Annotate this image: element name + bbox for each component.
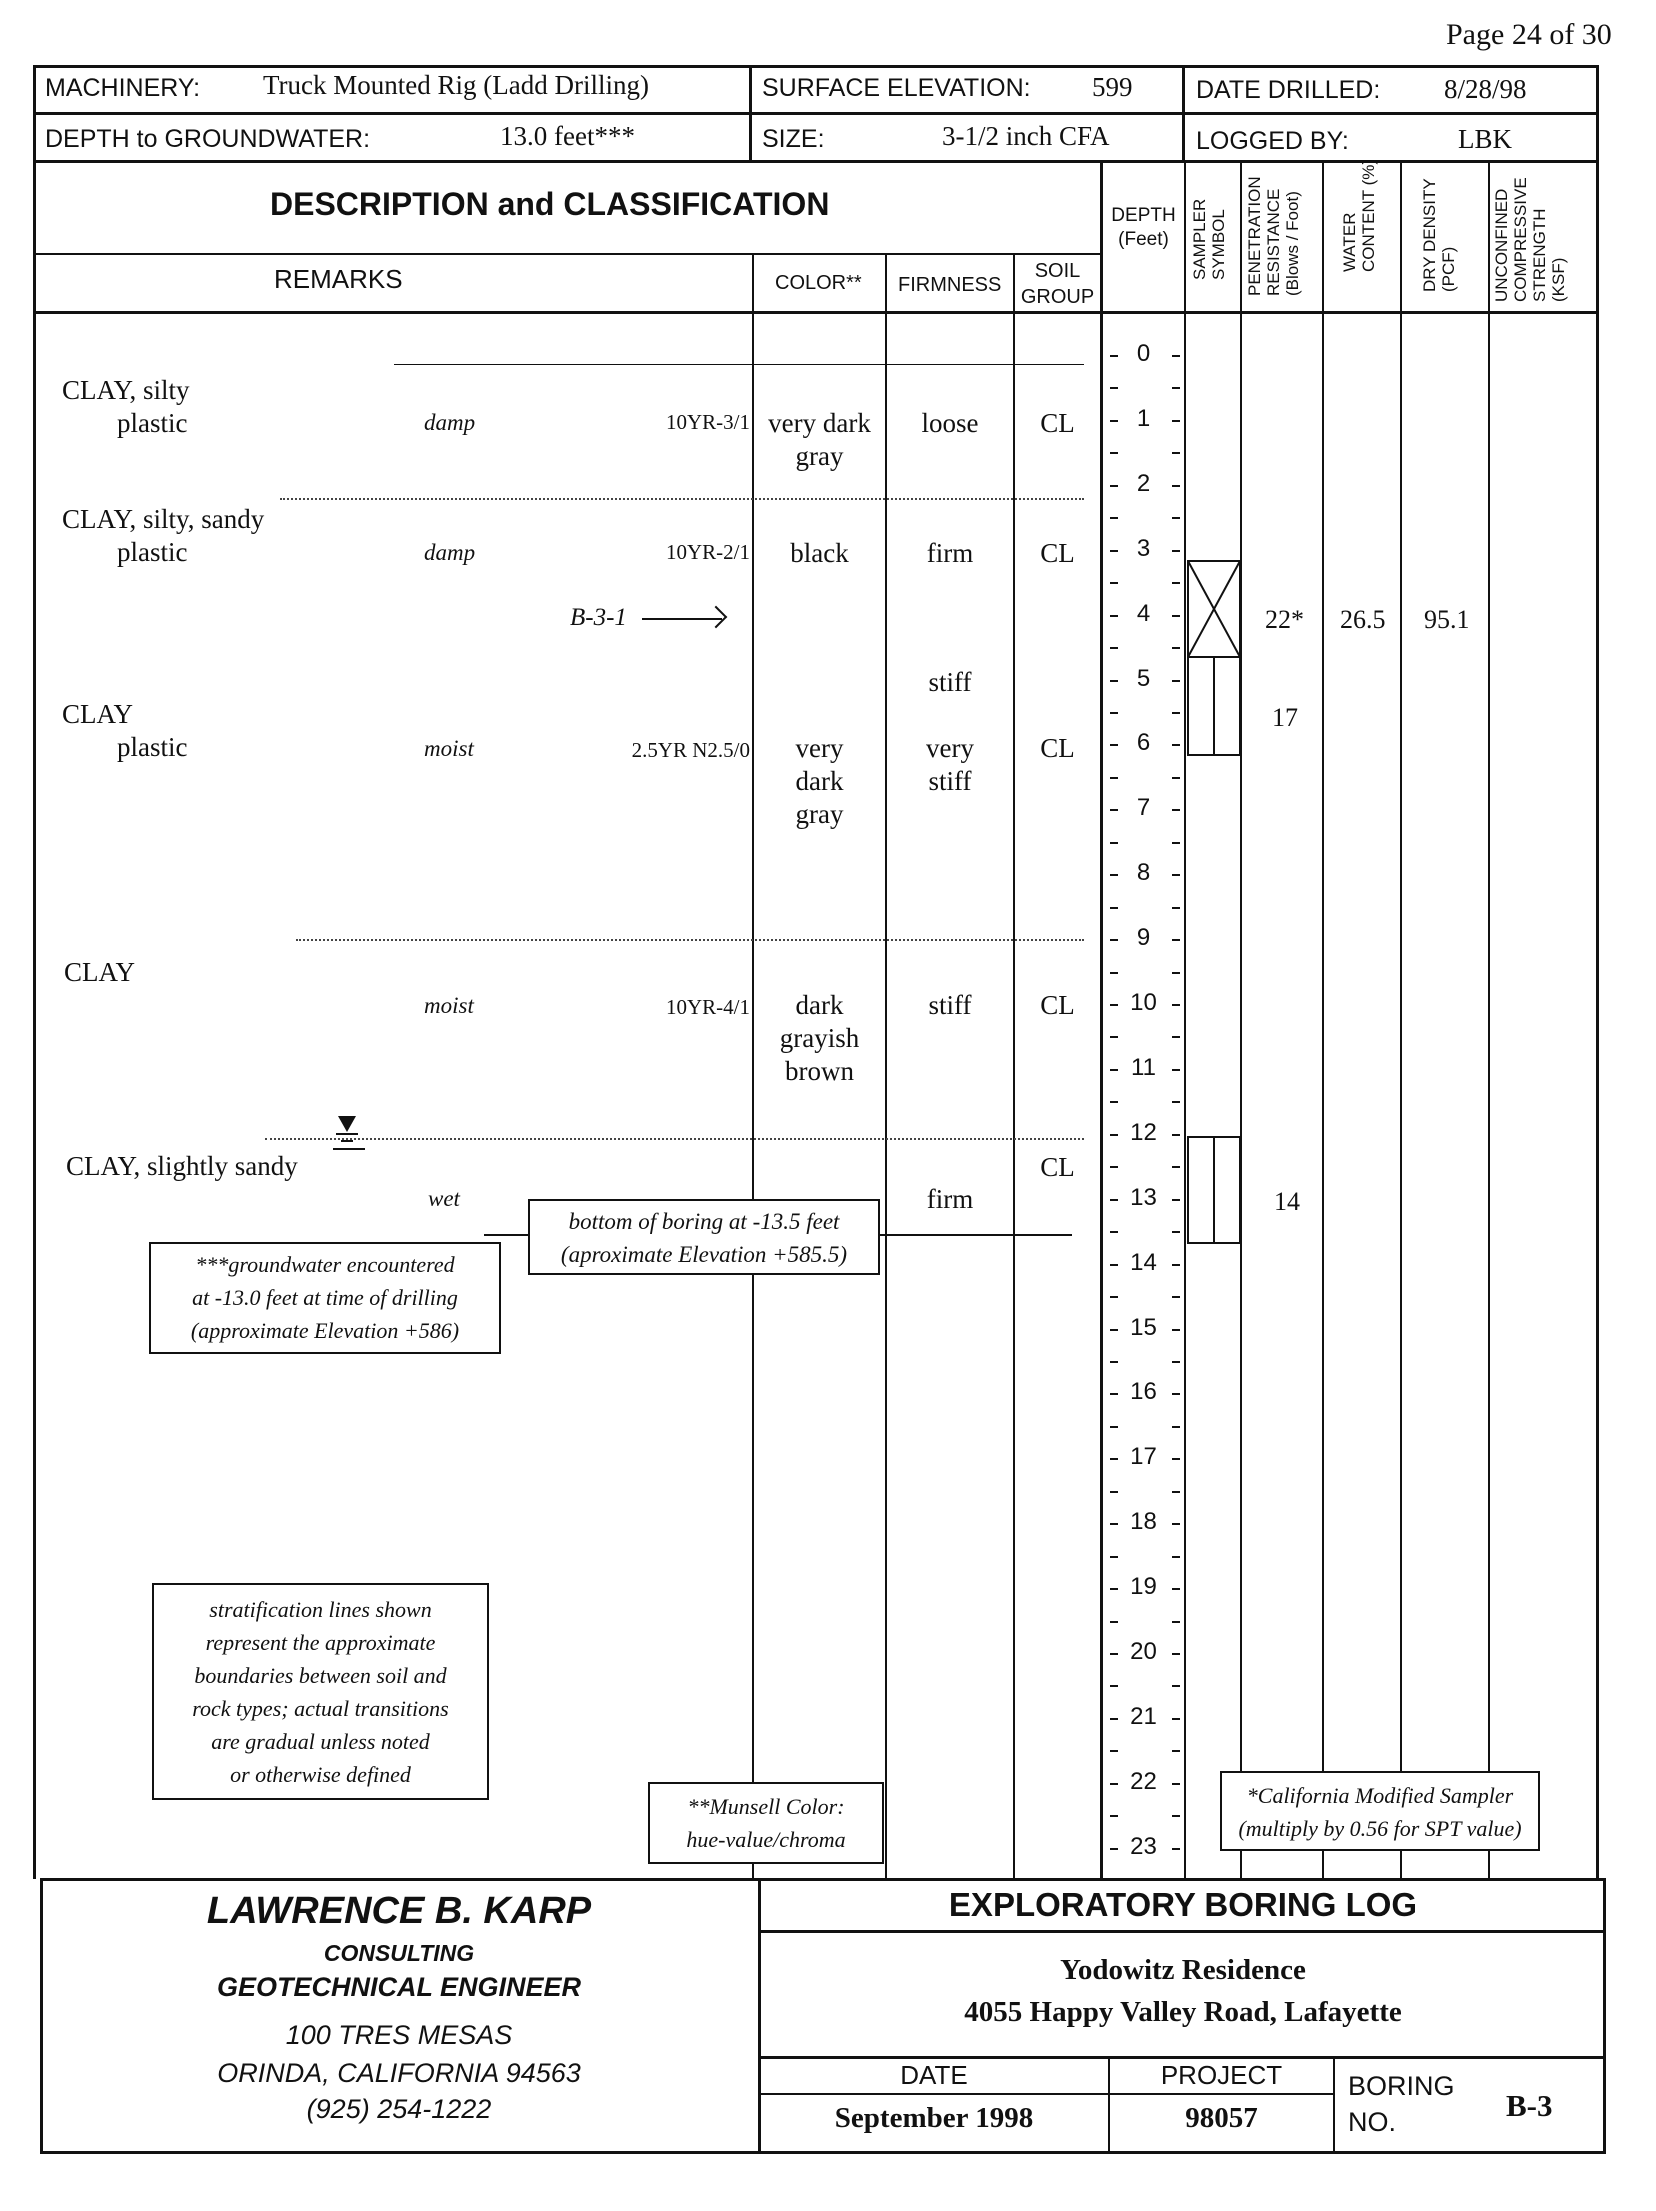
depth-tick-label: 20 [1130, 1638, 1157, 1665]
layer1-moisture: damp [424, 410, 476, 435]
layer3-firmness-upper: stiff [928, 667, 972, 697]
penetration-13ft: 14 [1274, 1187, 1300, 1216]
depth-minor-tick [1110, 1556, 1118, 1558]
depth-tick-label: 10 [1130, 989, 1157, 1016]
depth-major-tick [1110, 939, 1118, 941]
depth-tick-label: 7 [1136, 794, 1151, 822]
color-header: COLOR** [775, 272, 862, 294]
depth-tick-label: 11 [1131, 1053, 1156, 1081]
project-address: 4055 Happy Valley Road, Lafayette [964, 1996, 1402, 2028]
depth-minor-tick [1172, 907, 1180, 909]
depth-minor-tick [1110, 1426, 1118, 1428]
depth-minor-tick [1110, 712, 1118, 714]
layer1-description: CLAY, silty plastic [62, 375, 190, 438]
depth-minor-tick [1172, 1426, 1180, 1428]
depth-tick-label: 3 [1136, 534, 1151, 562]
depth-major-tick [1110, 1069, 1118, 1071]
depth-tick-label: 17 [1130, 1443, 1157, 1471]
layer1-group: CL [1040, 408, 1075, 438]
depth-minor-tick [1172, 1556, 1180, 1558]
penetration-header: PENETRATION RESISTANCE (Blows / Foot) [1245, 176, 1302, 296]
depth-minor-tick [1172, 1750, 1180, 1752]
spt-sampler-symbol-lower [1187, 1136, 1241, 1244]
california-sampler-note: *California Modified Sampler (multiply by 0.56 for SPT value) [1220, 1771, 1540, 1851]
water-content-header: WATER CONTENT (%) [1340, 158, 1378, 272]
depth-minor-tick [1172, 1296, 1180, 1298]
depth-major-tick [1172, 1458, 1180, 1460]
depth-tick-label: 12 [1130, 1118, 1157, 1146]
depth-major-tick [1110, 874, 1118, 876]
depth-major-tick [1110, 355, 1118, 357]
depth-minor-tick [1110, 1815, 1118, 1817]
dry-density-header: DRY DENSITY (PCF) [1420, 178, 1458, 292]
depth-minor-tick [1172, 712, 1180, 714]
depth-minor-tick [1172, 387, 1180, 389]
depth-minor-tick [1110, 907, 1118, 909]
layer2-group: CL [1040, 538, 1075, 568]
depth-minor-tick [1172, 517, 1180, 519]
machinery-label: MACHINERY: [45, 74, 201, 102]
logged-by-value: LBK [1458, 124, 1512, 154]
dry-density-4ft: 95.1 [1424, 605, 1470, 634]
depth-minor-tick [1110, 1231, 1118, 1233]
depth-tick-label: 14 [1130, 1248, 1157, 1276]
engineer-name: LAWRENCE B. KARP [206, 1890, 592, 1932]
logged-by-label: LOGGED BY: [1196, 127, 1349, 155]
engineer-phone: (925) 254-1222 [306, 2094, 492, 2124]
depth-major-tick [1172, 744, 1180, 746]
depth-major-tick [1172, 355, 1180, 357]
layer1-munsell: 10YR-3/1 [666, 410, 750, 434]
depth-minor-tick [1110, 1750, 1118, 1752]
depth-minor-tick [1172, 1166, 1180, 1168]
depth-major-tick [1172, 1199, 1180, 1201]
depth-header: DEPTH (Feet) [1111, 205, 1176, 250]
depth-major-tick [1172, 1004, 1180, 1006]
date-label: DATE [900, 2060, 968, 2090]
layer1-color: very dark gray [768, 408, 871, 471]
depth-minor-tick [1172, 1685, 1180, 1687]
california-sampler-symbol [1187, 560, 1241, 658]
groundwater-value: 13.0 feet*** [500, 121, 635, 151]
depth-tick-label: 1 [1136, 404, 1151, 432]
depth-major-tick [1172, 1588, 1180, 1590]
depth-minor-tick [1172, 1621, 1180, 1623]
bottom-of-boring-note: bottom of boring at -13.5 feet (aproximate Elevation +585.5) [528, 1199, 880, 1275]
layer2-firmness: firm [926, 538, 974, 568]
depth-tick-label: 0 [1136, 340, 1151, 367]
layer2-color: black [790, 538, 849, 568]
layer3-group: CL [1040, 733, 1075, 763]
depth-minor-tick [1172, 647, 1180, 649]
date-drilled-label: DATE DRILLED: [1196, 76, 1381, 104]
depth-major-tick [1172, 939, 1180, 941]
depth-minor-tick [1110, 452, 1118, 454]
depth-major-tick [1172, 1783, 1180, 1785]
layer3-munsell: 2.5YR N2.5/0 [631, 738, 750, 762]
depth-minor-tick [1172, 842, 1180, 844]
surface-elevation-label: SURFACE ELEVATION: [762, 74, 1031, 102]
depth-minor-tick [1172, 1231, 1180, 1233]
depth-major-tick [1110, 1653, 1118, 1655]
description-title: DESCRIPTION and CLASSIFICATION [270, 186, 830, 222]
layer3-description: CLAY plastic [62, 699, 188, 762]
depth-minor-tick [1172, 1361, 1180, 1363]
layer4-munsell: 10YR-4/1 [666, 995, 750, 1019]
size-value: 3-1/2 inch CFA [942, 121, 1110, 151]
soil-group-header: SOIL GROUP [1020, 260, 1095, 308]
log-title: EXPLORATORY BORING LOG [948, 1886, 1418, 1923]
depth-tick-label: 18 [1130, 1508, 1157, 1536]
depth-tick-label: 2 [1136, 469, 1151, 497]
depth-major-tick [1172, 1848, 1180, 1850]
depth-major-tick [1110, 744, 1118, 746]
depth-major-tick [1110, 1588, 1118, 1590]
engineer-address2: ORINDA, CALIFORNIA 94563 [217, 2058, 581, 2088]
machinery-value: Truck Mounted Rig (Ladd Drilling) [263, 70, 649, 100]
depth-major-tick [1110, 1199, 1118, 1201]
depth-major-tick [1110, 1329, 1118, 1331]
depth-tick-label: 9 [1136, 924, 1151, 952]
depth-minor-tick [1110, 1166, 1118, 1168]
depth-minor-tick [1110, 582, 1118, 584]
depth-major-tick [1172, 1134, 1180, 1136]
depth-minor-tick [1110, 1491, 1118, 1493]
layer4-moisture: moist [424, 993, 474, 1018]
depth-minor-tick [1172, 1491, 1180, 1493]
depth-minor-tick [1110, 647, 1118, 649]
depth-major-tick [1110, 1523, 1118, 1525]
depth-tick-label: 22 [1130, 1767, 1157, 1795]
depth-major-tick [1110, 1783, 1118, 1785]
layer4-description: CLAY [64, 957, 136, 987]
depth-major-tick [1110, 809, 1118, 811]
project-number: 98057 [1185, 2102, 1258, 2134]
layer3-firmness-lower: very stiff [926, 733, 974, 796]
depth-tick-label: 23 [1130, 1832, 1157, 1860]
depth-minor-tick [1172, 972, 1180, 974]
depth-minor-tick [1172, 1815, 1180, 1817]
depth-minor-tick [1172, 777, 1180, 779]
depth-major-tick [1110, 615, 1118, 617]
engineer-title: GEOTECHNICAL ENGINEER [216, 1972, 582, 2002]
depth-major-tick [1110, 1718, 1118, 1720]
depth-minor-tick [1110, 517, 1118, 519]
layer4-group: CL [1040, 990, 1075, 1020]
munsell-note: **Munsell Color: hue-value/chroma [648, 1782, 884, 1864]
depth-major-tick [1172, 874, 1180, 876]
depth-minor-tick [1110, 1036, 1118, 1038]
depth-tick-label: 6 [1136, 729, 1151, 757]
layer4-color: dark grayish brown [779, 990, 860, 1086]
surface-elevation-value: 599 [1092, 72, 1133, 102]
depth-minor-tick [1110, 1685, 1118, 1687]
depth-tick-label: 5 [1136, 664, 1151, 692]
date-drilled-value: 8/28/98 [1444, 74, 1527, 104]
sampler-header: SAMPLER SYMBOL [1190, 198, 1228, 280]
engineer-address1: 100 TRES MESAS [285, 2020, 513, 2050]
depth-minor-tick [1172, 1036, 1180, 1038]
penetration-4ft: 22* [1265, 605, 1304, 634]
layer2-munsell: 10YR-2/1 [666, 540, 750, 564]
depth-major-tick [1172, 680, 1180, 682]
layer5-group: CL [1040, 1152, 1075, 1182]
depth-major-tick [1110, 680, 1118, 682]
depth-minor-tick [1110, 387, 1118, 389]
groundwater-label: DEPTH to GROUNDWATER: [45, 125, 371, 153]
engineer-consulting: CONSULTING [323, 1940, 475, 1966]
depth-major-tick [1110, 1134, 1118, 1136]
depth-major-tick [1172, 485, 1180, 487]
depth-major-tick [1172, 1329, 1180, 1331]
depth-minor-tick [1110, 842, 1118, 844]
layer4-firmness: stiff [928, 990, 972, 1020]
ucs-header: UNCONFINED COMPRESSIVE STRENGTH (KSF) [1492, 177, 1568, 302]
layer5-moisture: wet [428, 1186, 460, 1211]
spt-sampler-symbol-upper [1187, 657, 1241, 757]
depth-minor-tick [1110, 1361, 1118, 1363]
depth-major-tick [1110, 550, 1118, 552]
depth-major-tick [1172, 550, 1180, 552]
depth-major-tick [1172, 1069, 1180, 1071]
water-content-4ft: 26.5 [1340, 605, 1386, 634]
layer5-description: CLAY, slightly sandy [66, 1151, 298, 1181]
depth-minor-tick [1110, 1101, 1118, 1103]
depth-major-tick [1110, 485, 1118, 487]
remarks-header: REMARKS [274, 264, 403, 294]
depth-tick-label: 8 [1136, 859, 1151, 887]
depth-major-tick [1110, 1393, 1118, 1395]
depth-major-tick [1172, 420, 1180, 422]
groundwater-note: ***groundwater encountered at -13.0 feet at time of drilling (approximate Elevation +586) [149, 1242, 501, 1354]
depth-major-tick [1110, 1264, 1118, 1266]
layer3-color: very dark gray [795, 733, 844, 829]
project-name: Yodowitz Residence [1060, 1954, 1306, 1986]
boring-number: B-3 [1506, 2088, 1553, 2123]
layer2-moisture: damp [424, 540, 476, 565]
stratification-note: stratification lines shown represent the approximate boundaries between soil and rock types; actual transitions are gradual unless noted or otherwise defined [152, 1583, 489, 1800]
depth-major-tick [1110, 420, 1118, 422]
depth-major-tick [1172, 615, 1180, 617]
depth-minor-tick [1172, 452, 1180, 454]
depth-tick-label: 13 [1130, 1183, 1157, 1211]
depth-major-tick [1172, 809, 1180, 811]
depth-major-tick [1110, 1004, 1118, 1006]
depth-major-tick [1172, 1523, 1180, 1525]
depth-major-tick [1110, 1848, 1118, 1850]
depth-tick-label: 21 [1130, 1702, 1157, 1730]
depth-minor-tick [1172, 1101, 1180, 1103]
penetration-5ft: 17 [1272, 703, 1298, 732]
depth-major-tick [1172, 1393, 1180, 1395]
sample-label: B-3-1 [570, 604, 627, 631]
depth-minor-tick [1172, 582, 1180, 584]
depth-tick-label: 19 [1130, 1573, 1157, 1601]
depth-minor-tick [1110, 777, 1118, 779]
size-label: SIZE: [762, 125, 825, 153]
page-number: Page 24 of 30 [1446, 18, 1612, 51]
layer1-firmness: loose [921, 408, 979, 438]
date-value: September 1998 [834, 2102, 1034, 2134]
depth-tick-label: 4 [1136, 599, 1151, 627]
depth-major-tick [1172, 1264, 1180, 1266]
firmness-header: FIRMNESS [898, 274, 1002, 296]
layer3-moisture: moist [424, 736, 474, 761]
depth-minor-tick [1110, 972, 1118, 974]
depth-tick-label: 16 [1130, 1378, 1157, 1406]
depth-minor-tick [1110, 1621, 1118, 1623]
layer2-description: CLAY, silty, sandy plastic [62, 504, 265, 567]
depth-minor-tick [1110, 1296, 1118, 1298]
depth-major-tick [1172, 1718, 1180, 1720]
depth-major-tick [1172, 1653, 1180, 1655]
project-label: PROJECT [1160, 2060, 1283, 2090]
water-table-icon [338, 1116, 356, 1132]
depth-major-tick [1110, 1458, 1118, 1460]
depth-tick-label: 15 [1130, 1313, 1157, 1341]
boring-label: BORING NO. [1348, 2071, 1455, 2137]
layer5-firmness: firm [926, 1184, 974, 1214]
